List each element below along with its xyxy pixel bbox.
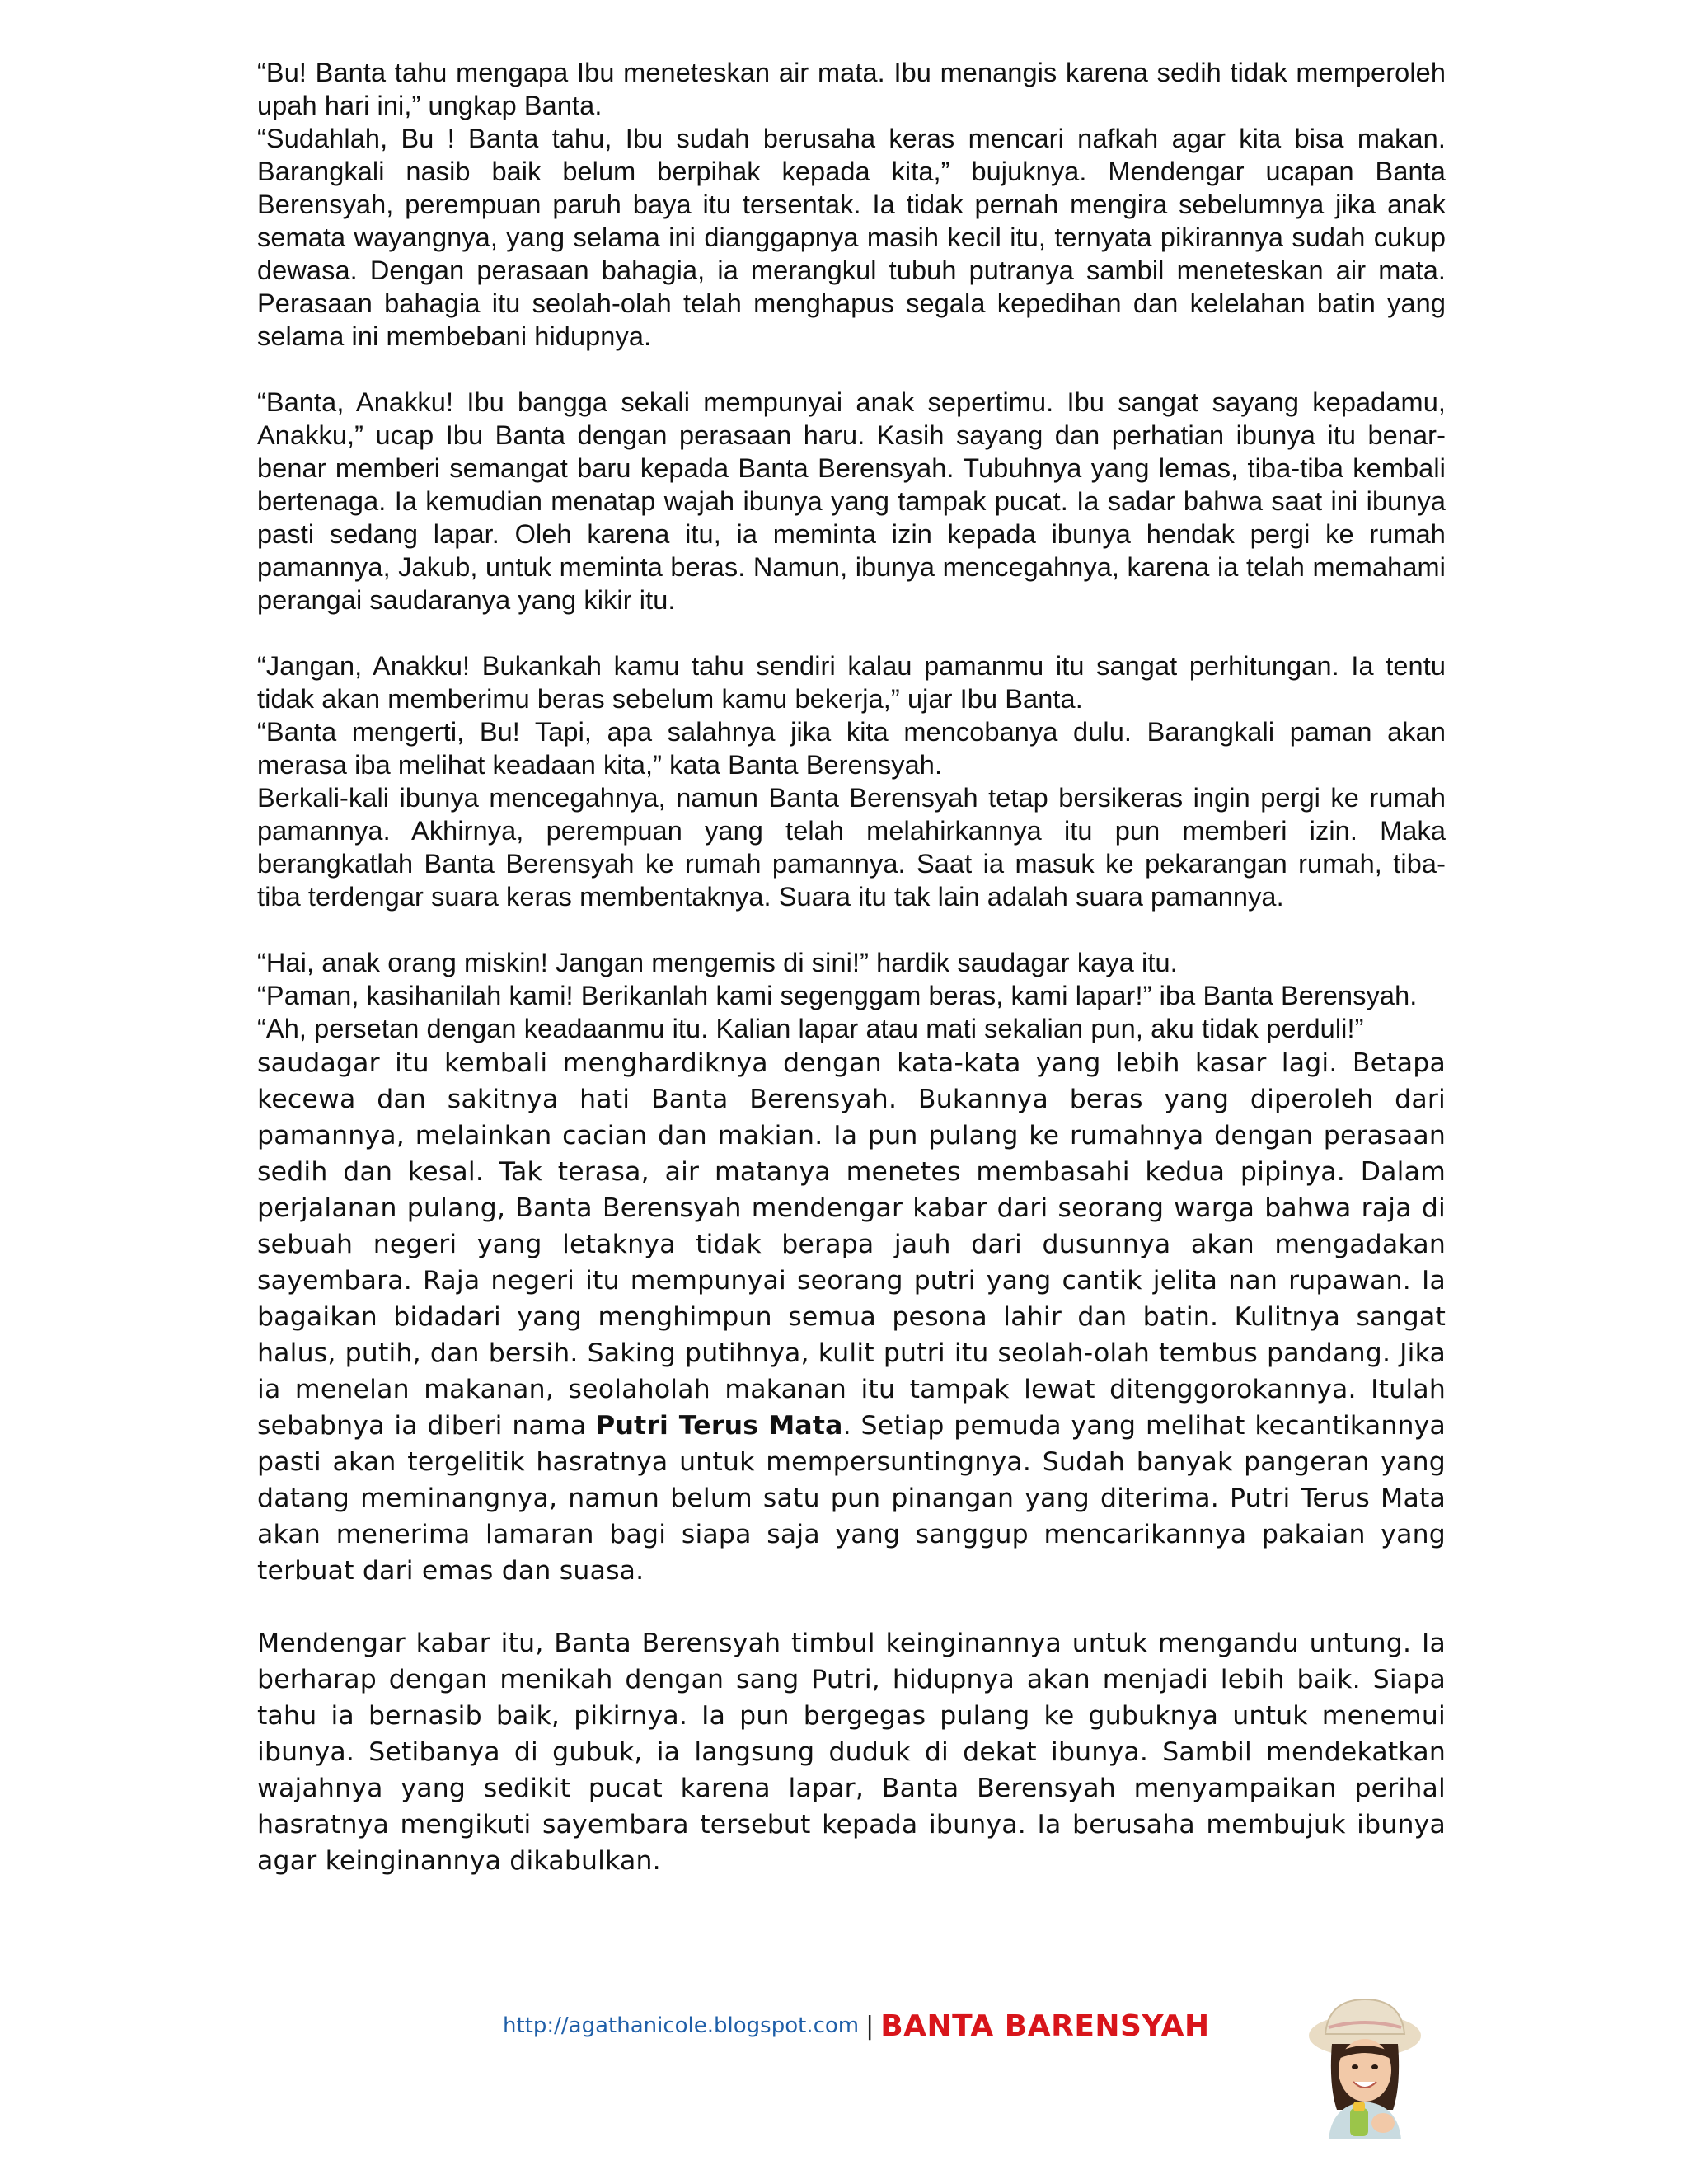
paragraph-gap [257,1589,1446,1625]
paragraph-9: “Ah, persetan dengan keadaanmu itu. Kalian lapar atau mati sekalian pun, aku tidak perduli!” [257,1014,1364,1043]
paragraph-4: “Jangan, Anakku! Bukankah kamu tahu sendiri kalau pamanmu itu sangat perhitungan. Ia tentu tidak akan memberimu beras sebelum kamu bekerja,” ujar Ibu Banta. [257,651,1446,714]
paragraph-10 [257,1045,1446,1589]
document-body [257,56,1446,1879]
paragraph-6: Berkali-kali ibunya mencegahnya, namun Banta Berensyah tetap bersikeras ingin pergi ke rumah pamannya. Akhirnya, perempuan yang telah melahirkannya itu pun memberi izin. Maka berangkatlah Banta Berensyah ke rumah pamannya. Saat ia masuk ke pekarangan rumah, tiba-tiba terdengar suara keras membentaknya. Suara itu tak lain adalah suara pamannya. [257,783,1446,912]
paragraph-gap [257,616,1446,649]
paragraph-gap [257,353,1446,386]
footer-story-title: BANTA BARENSYAH [880,2008,1210,2043]
paragraph-7: “Hai, anak orang miskin! Jangan mengemis di sini!” hardik saudagar kaya itu. [257,948,1178,977]
girl-portrait-icon [1304,1994,1426,2139]
footer-separator: | [865,2011,874,2041]
paragraph-gap [257,913,1446,946]
paragraph-2: “Sudahlah, Bu ! Banta tahu, Ibu sudah berusaha keras mencari nafkah agar kita bisa makan. Barangkali nasib baik belum berpihak kepada kita,” bujuknya. Mendengar ucapan Banta Berensyah, perempuan paruh baya itu tersentak. Ia tidak pernah mengira sebelumnya jika anak semata wayangnya, yang selama ini dianggapnya masih kecil itu, ternyata pikirannya sudah cukup dewasa. Dengan perasaan bahagia, ia merangkul tubuh putranya sambil meneteskan air mata. Perasaan bahagia itu seolah-olah telah menghapus segala kepedihan dan kelelahan batin yang selama ini membebani hidupnya. [257,124,1446,351]
paragraph-8: “Paman, kasihanilah kami! Berikanlah kami segenggam beras, kami lapar!” iba Banta Berensyah. [257,981,1418,1010]
paragraph-3: “Banta, Anakku! Ibu bangga sekali mempunyai anak sepertimu. Ibu sangat sayang kepadamu, Anakku,” ucap Ibu Banta dengan perasaan haru. Kasih sayang dan perhatian ibunya itu benar-benar memberi semangat baru kepada Banta Berensyah. Tubuhnya yang lemas, tiba-tiba kembali bertenaga. Ia kemudian menatap wajah ibunya yang tampak pucat. Ia sadar bahwa saat ini ibunya pasti sedang lapar. Oleh karena itu, ia meminta izin kepada ibunya hendak pergi ke rumah pamannya, Jakub, untuk meminta beras. Namun, ibunya mencegahnya, karena ia telah memahami perangai saudaranya yang kikir itu. [257,387,1446,615]
footer-blog-link[interactable]: http://agathanicole.blogspot.com [503,2013,860,2038]
princess-name: Putri Terus Mata [596,1411,843,1441]
paragraph-5: “Banta mengerti, Bu! Tapi, apa salahnya jika kita mencobanya dulu. Barangkali paman akan merasa iba melihat keadaan kita,” kata Banta Berensyah. [257,717,1446,780]
paragraph-10-text-b: . Setiap pemuda yang melihat kecantikannya pasti akan tergelitik hasratnya untuk mempersuntingnya. Sudah banyak pangeran yang datang meminangnya, namun belum satu pun pinangan yang diterima. Putri Terus Mata akan menerima lamaran bagi siapa saja yang sanggup mencarikannya pakaian yang terbuat dari emas dan suasa. [257,1411,1447,1586]
page-footer [503,2001,1210,2050]
paragraph-11: Mendengar kabar itu, Banta Berensyah timbul keinginannya untuk mengandu untung. Ia berharap dengan menikah dengan sang Putri, hidupnya akan menjadi lebih baik. Siapa tahu ia bernasib baik, pikirnya. Ia pun bergegas pulang ke gubuknya untuk menemui ibunya. Setibanya di gubuk, ia langsung duduk di dekat ibunya. Sambil mendekatkan wajahnya yang sedikit pucat karena lapar, Banta Berensyah menyampaikan perihal hasratnya mengikuti sayembara tersebut kepada ibunya. Ia berusaha membujuk ibunya agar keinginannya dikabulkan. [257,1629,1446,1876]
paragraph-10-text-a: saudagar itu kembali menghardiknya dengan kata-kata yang lebih kasar lagi. Betapa kecewa dan sakitnya hati Banta Berensyah. Bukannya beras yang diperoleh dari pamannya, melainkan cacian dan makian. Ia pun pulang ke rumahnya dengan perasaan sedih dan kesal. Tak terasa, air matanya menetes membasahi kedua pipinya. Dalam perjalanan pulang, Banta Berensyah mendengar kabar dari seorang warga bahwa raja di sebuah negeri yang letaknya tidak berapa jauh dari dusunnya akan mengadakan sayembara. Raja negeri itu mempunyai seorang putri yang cantik jelita nan rupawan. Ia bagaikan bidadari yang menghimpun semua pesona lahir dan batin. Kulitnya sangat halus, putih, dan bersih. Saking putihnya, kulit putri itu seolah-olah tembus pandang. Jika ia menelan makanan, seolaholah makanan itu tampak lewat ditenggorokannya. Itulah sebabnya ia diberi nama [257,1048,1446,1441]
paragraph-1: “Bu! Banta tahu mengapa Ibu meneteskan air mata. Ibu menangis karena sedih tidak memperoleh upah hari ini,” ungkap Banta. [257,58,1446,120]
